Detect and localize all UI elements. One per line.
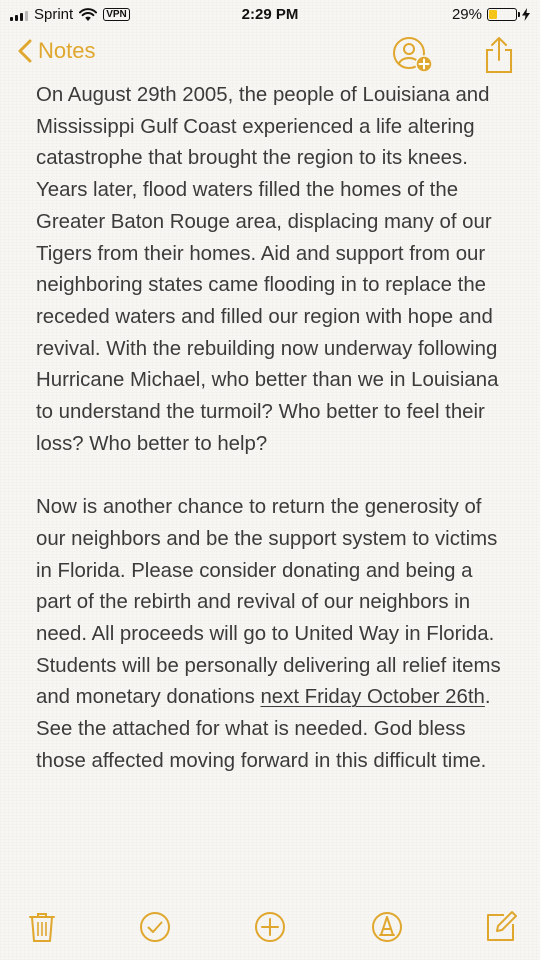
- note-paragraph-2-text: Now is another chance to return the generosity of our neighbors and be the support system to victims in Florida. Please consider donating and being a part of the rebirth and revival of our neighbors in need. All proceeds will go to United Way in Florida. Students will be personally delivering all relief items and monetary donations: [36, 496, 501, 709]
- add-people-icon[interactable]: [392, 36, 436, 74]
- markup-button[interactable]: [370, 910, 404, 944]
- add-button[interactable]: [253, 910, 287, 944]
- charging-bolt-icon: [522, 8, 530, 21]
- note-paragraph-2: [36, 492, 511, 777]
- status-bar: [0, 0, 540, 30]
- add-icon: [253, 910, 287, 944]
- status-right: [452, 6, 530, 23]
- chevron-left-icon: [18, 39, 32, 63]
- vpn-badge: VPN: [103, 8, 130, 21]
- date-link[interactable]: next Friday October 26th: [260, 686, 485, 709]
- checklist-icon: [138, 910, 172, 944]
- note-paragraph-2-tail: . See the attached for what is needed. God bless those affected moving forward in this difficult time.: [36, 686, 491, 772]
- compose-button[interactable]: [484, 910, 518, 944]
- markup-icon: [370, 910, 404, 944]
- battery-percent: 29%: [451, 6, 482, 23]
- delete-button[interactable]: [25, 910, 59, 944]
- battery-fill: [489, 10, 497, 19]
- compose-icon: [484, 910, 518, 944]
- status-time: 2:29 PM: [241, 6, 299, 23]
- checklist-button[interactable]: [138, 910, 172, 944]
- nav-bar: [0, 30, 540, 80]
- carrier-name: Sprint: [34, 6, 74, 23]
- bottom-toolbar: [0, 900, 540, 960]
- trash-icon: [25, 910, 59, 944]
- back-button[interactable]: [18, 38, 95, 64]
- nav-actions: [392, 36, 514, 74]
- note-paragraph-1: On August 29th 2005, the people of Louisiana and Mississippi Gulf Coast experienced a life altering catastrophe that brought the region to its knees. Years later, flood waters filled the homes of the Greater Baton Rouge area, displacing many of our Tigers from their homes. Aid and support from our neighboring states came flooding in to replace the receded waters and filled our region with hope and revival. With the rebuilding now underway following Hurricane Michael, who better than we in Louisiana to understand the turmoil? Who better to feel their loss? Who better to help?: [36, 84, 499, 455]
- paragraph-gap: [36, 460, 511, 492]
- battery-icon: [487, 8, 517, 21]
- back-label: Notes: [38, 38, 96, 63]
- note-body[interactable]: [36, 80, 511, 777]
- share-icon[interactable]: [484, 36, 514, 74]
